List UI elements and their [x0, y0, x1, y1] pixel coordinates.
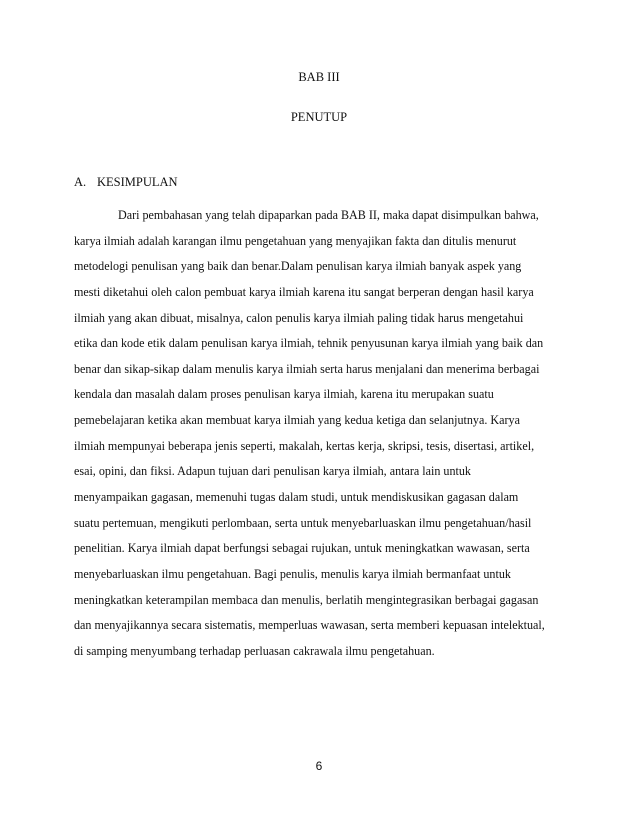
paragraph-line: metodelogi penulisan yang baik dan benar.Dalam penulisan karya ilmiah banyak aspek yang: [74, 259, 522, 274]
paragraph-line: ilmiah yang akan dibuat, misalnya, calon penulis karya ilmiah paling tidak harus mengetahui: [74, 310, 524, 325]
paragraph-line: suatu pertemuan, mengikuti perlombaan, serta untuk menyebarluaskan ilmu pengetahuan/hasil: [74, 515, 532, 530]
chapter-number: BAB III: [298, 70, 340, 84]
paragraph-line: penelitian. Karya ilmiah dapat berfungsi sebagai rujukan, untuk meningkatkan wawasan, serta: [74, 541, 530, 556]
paragraph-line: di samping menyumbang terhadap perluasan cakrawala ilmu pengetahuan.: [74, 643, 435, 658]
paragraph-line: pemebelajaran ketika akan membuat karya ilmiah yang kedua ketiga dan selanjutnya. Karya: [74, 413, 520, 428]
paragraph-line: benar dan sikap-sikap dalam menulis karya ilmiah serta harus menjalani dan menerima berbagai: [74, 361, 540, 376]
chapter-title: PENUTUP: [290, 110, 348, 124]
paragraph-line: dan menyajikannya secara sistematis, memperluas wawasan, serta memberi kepuasan intelektual,: [74, 618, 545, 633]
section-letter: A.: [74, 175, 87, 189]
paragraph-line: karya ilmiah adalah karangan ilmu pengetahuan yang menyajikan fakta dan ditulis menurut: [74, 233, 517, 248]
paragraph-line: ilmiah mempunyai beberapa jenis seperti, makalah, kertas kerja, skripsi, tesis, disertasi, artikel,: [74, 438, 535, 453]
section-heading: [74, 175, 178, 190]
paragraph-line: mesti diketahui oleh calon pembuat karya ilmiah karena itu sangat berperan dengan hasil karya: [74, 284, 534, 299]
page-number: 6: [315, 759, 323, 773]
paragraph-line: menyampaikan gagasan, memenuhi tugas dalam studi, untuk mendiskusikan gagasan dalam: [74, 490, 519, 505]
paragraph-line: esai, opini, dan fiksi. Adapun tujuan dari penulisan karya ilmiah, antara lain untuk: [74, 464, 471, 479]
section-title: KESIMPULAN: [97, 175, 178, 189]
paragraph-line: meningkatkan keterampilan membaca dan menulis, berlatih mengintegrasikan berbagai gagasan: [74, 592, 539, 607]
paragraph-line: menyebarluaskan ilmu pengetahuan. Bagi penulis, menulis karya ilmiah bermanfaat untuk: [74, 566, 511, 581]
conclusion-paragraph: [74, 203, 571, 665]
paragraph-line: Dari pembahasan yang telah dipaparkan pada BAB II, maka dapat disimpulkan bahwa,: [118, 208, 539, 222]
paragraph-line: kendala dan masalah dalam proses penulisan karya ilmiah, karena itu merupakan suatu: [74, 387, 494, 402]
paragraph-line: etika dan kode etik dalam penulisan karya ilmiah, tehnik penyusunan karya ilmiah yang baik dan: [74, 336, 544, 351]
